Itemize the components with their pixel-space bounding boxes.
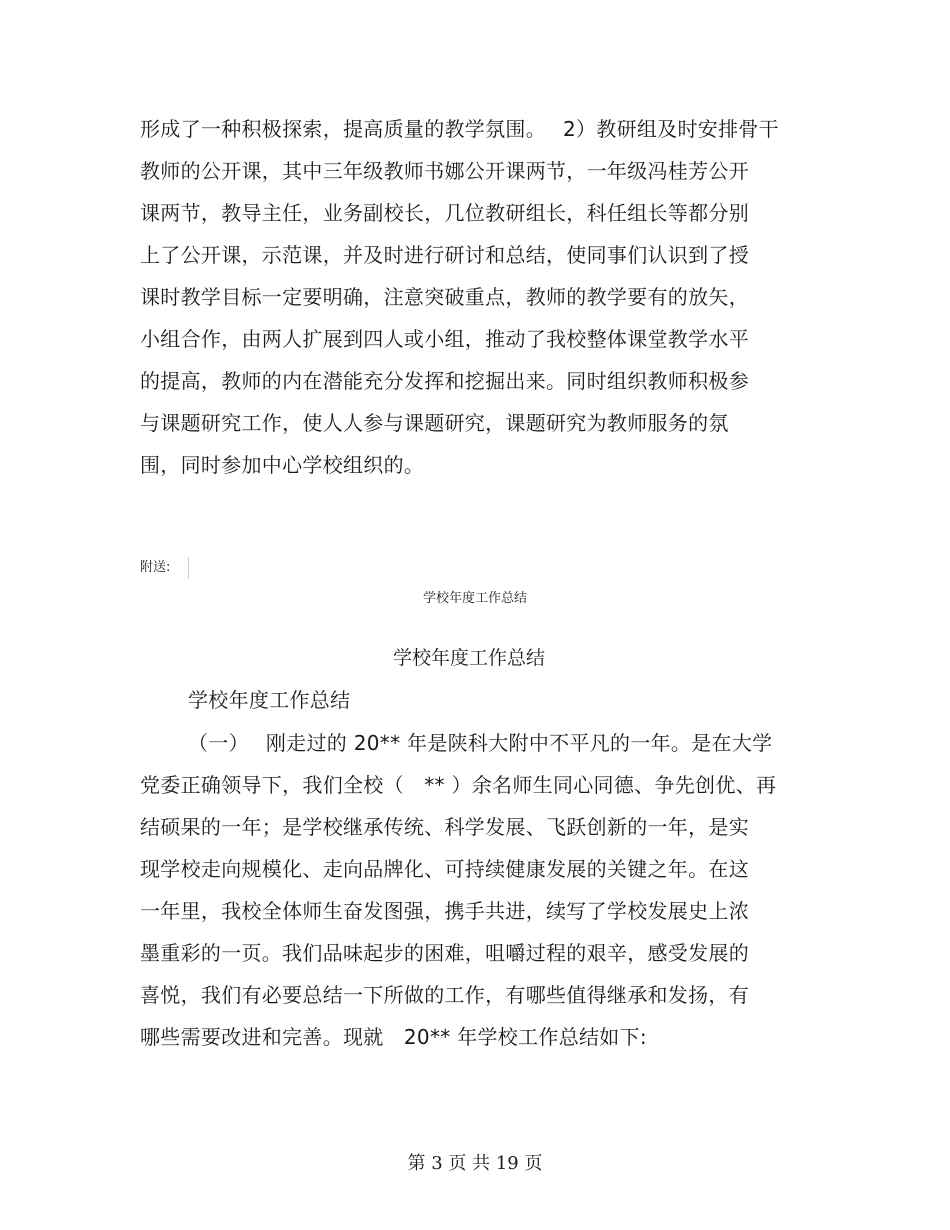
paragraph-2-line-3: 结硕果的一年；是学校继承传统、科学发展、飞跃创新的一年，是实 bbox=[140, 815, 749, 839]
paragraph-1-line-2: 教师的公开课，其中三年级教师书娜公开课两节，一年级冯桂芳公开 bbox=[140, 159, 749, 183]
main-heading: 学校年度工作总结 bbox=[392, 647, 545, 669]
small-heading: 学校年度工作总结 bbox=[422, 591, 527, 606]
paragraph-2-line-8: 哪些需要改进和完善。现就 20** 年学校工作总结如下: bbox=[140, 1025, 647, 1049]
attachment-label: 附送: bbox=[140, 560, 171, 575]
paragraph-2-line-7: 喜悦，我们有必要总结一下所做的工作，有哪些值得继承和发扬，有 bbox=[140, 983, 749, 1007]
paragraph-1-line-5: 课时教学目标一定要明确，注意突破重点，教师的教学要有的放矢， bbox=[140, 285, 749, 309]
paragraph-1-line-1: 形成了一种积极探索，提高质量的教学氛围。 2）教研组及时安排骨干 bbox=[140, 117, 779, 141]
paragraph-2-line-5: 一年里，我校全体师生奋发图强，携手共进，续写了学校发展史上浓 bbox=[140, 899, 749, 923]
paragraph-1-line-4: 上了公开课，示范课，并及时进行研讨和总结，使同事们认识到了授 bbox=[140, 243, 749, 267]
paragraph-1-line-8: 与课题研究工作，使人人参与课题研究，课题研究为教师服务的氛 bbox=[140, 411, 729, 435]
paragraph-2-line-1: （一） 刚走过的 20** 年是陕科大附中不平凡的一年。是在大学 bbox=[188, 731, 773, 755]
paragraph-2-line-6: 墨重彩的一页。我们品味起步的困难，咀嚼过程的艰辛，感受发展的 bbox=[140, 941, 749, 965]
paragraph-1-line-9: 围，同时参加中心学校组织的。 bbox=[140, 453, 425, 477]
divider bbox=[188, 557, 189, 579]
page-number-footer: 第 3 页 共 19 页 bbox=[407, 1153, 543, 1174]
paragraph-1-line-6: 小组合作，由两人扩展到四人或小组，推动了我校整体课堂教学水平 bbox=[140, 327, 749, 351]
paragraph-1-line-7: 的提高，教师的内在潜能充分发挥和挖掘出来。同时组织教师积极参 bbox=[140, 369, 749, 393]
sub-heading: 学校年度工作总结 bbox=[188, 688, 351, 712]
paragraph-2-line-2: 党委正确领导下，我们全校（ ** ）余名师生同心同德、争先创优、再 bbox=[140, 773, 777, 797]
paragraph-2-line-4: 现学校走向规模化、走向品牌化、可持续健康发展的关键之年。在这 bbox=[140, 857, 749, 881]
paragraph-1-line-3: 课两节，教导主任，业务副校长，几位教研组长，科任组长等都分别 bbox=[140, 201, 749, 225]
